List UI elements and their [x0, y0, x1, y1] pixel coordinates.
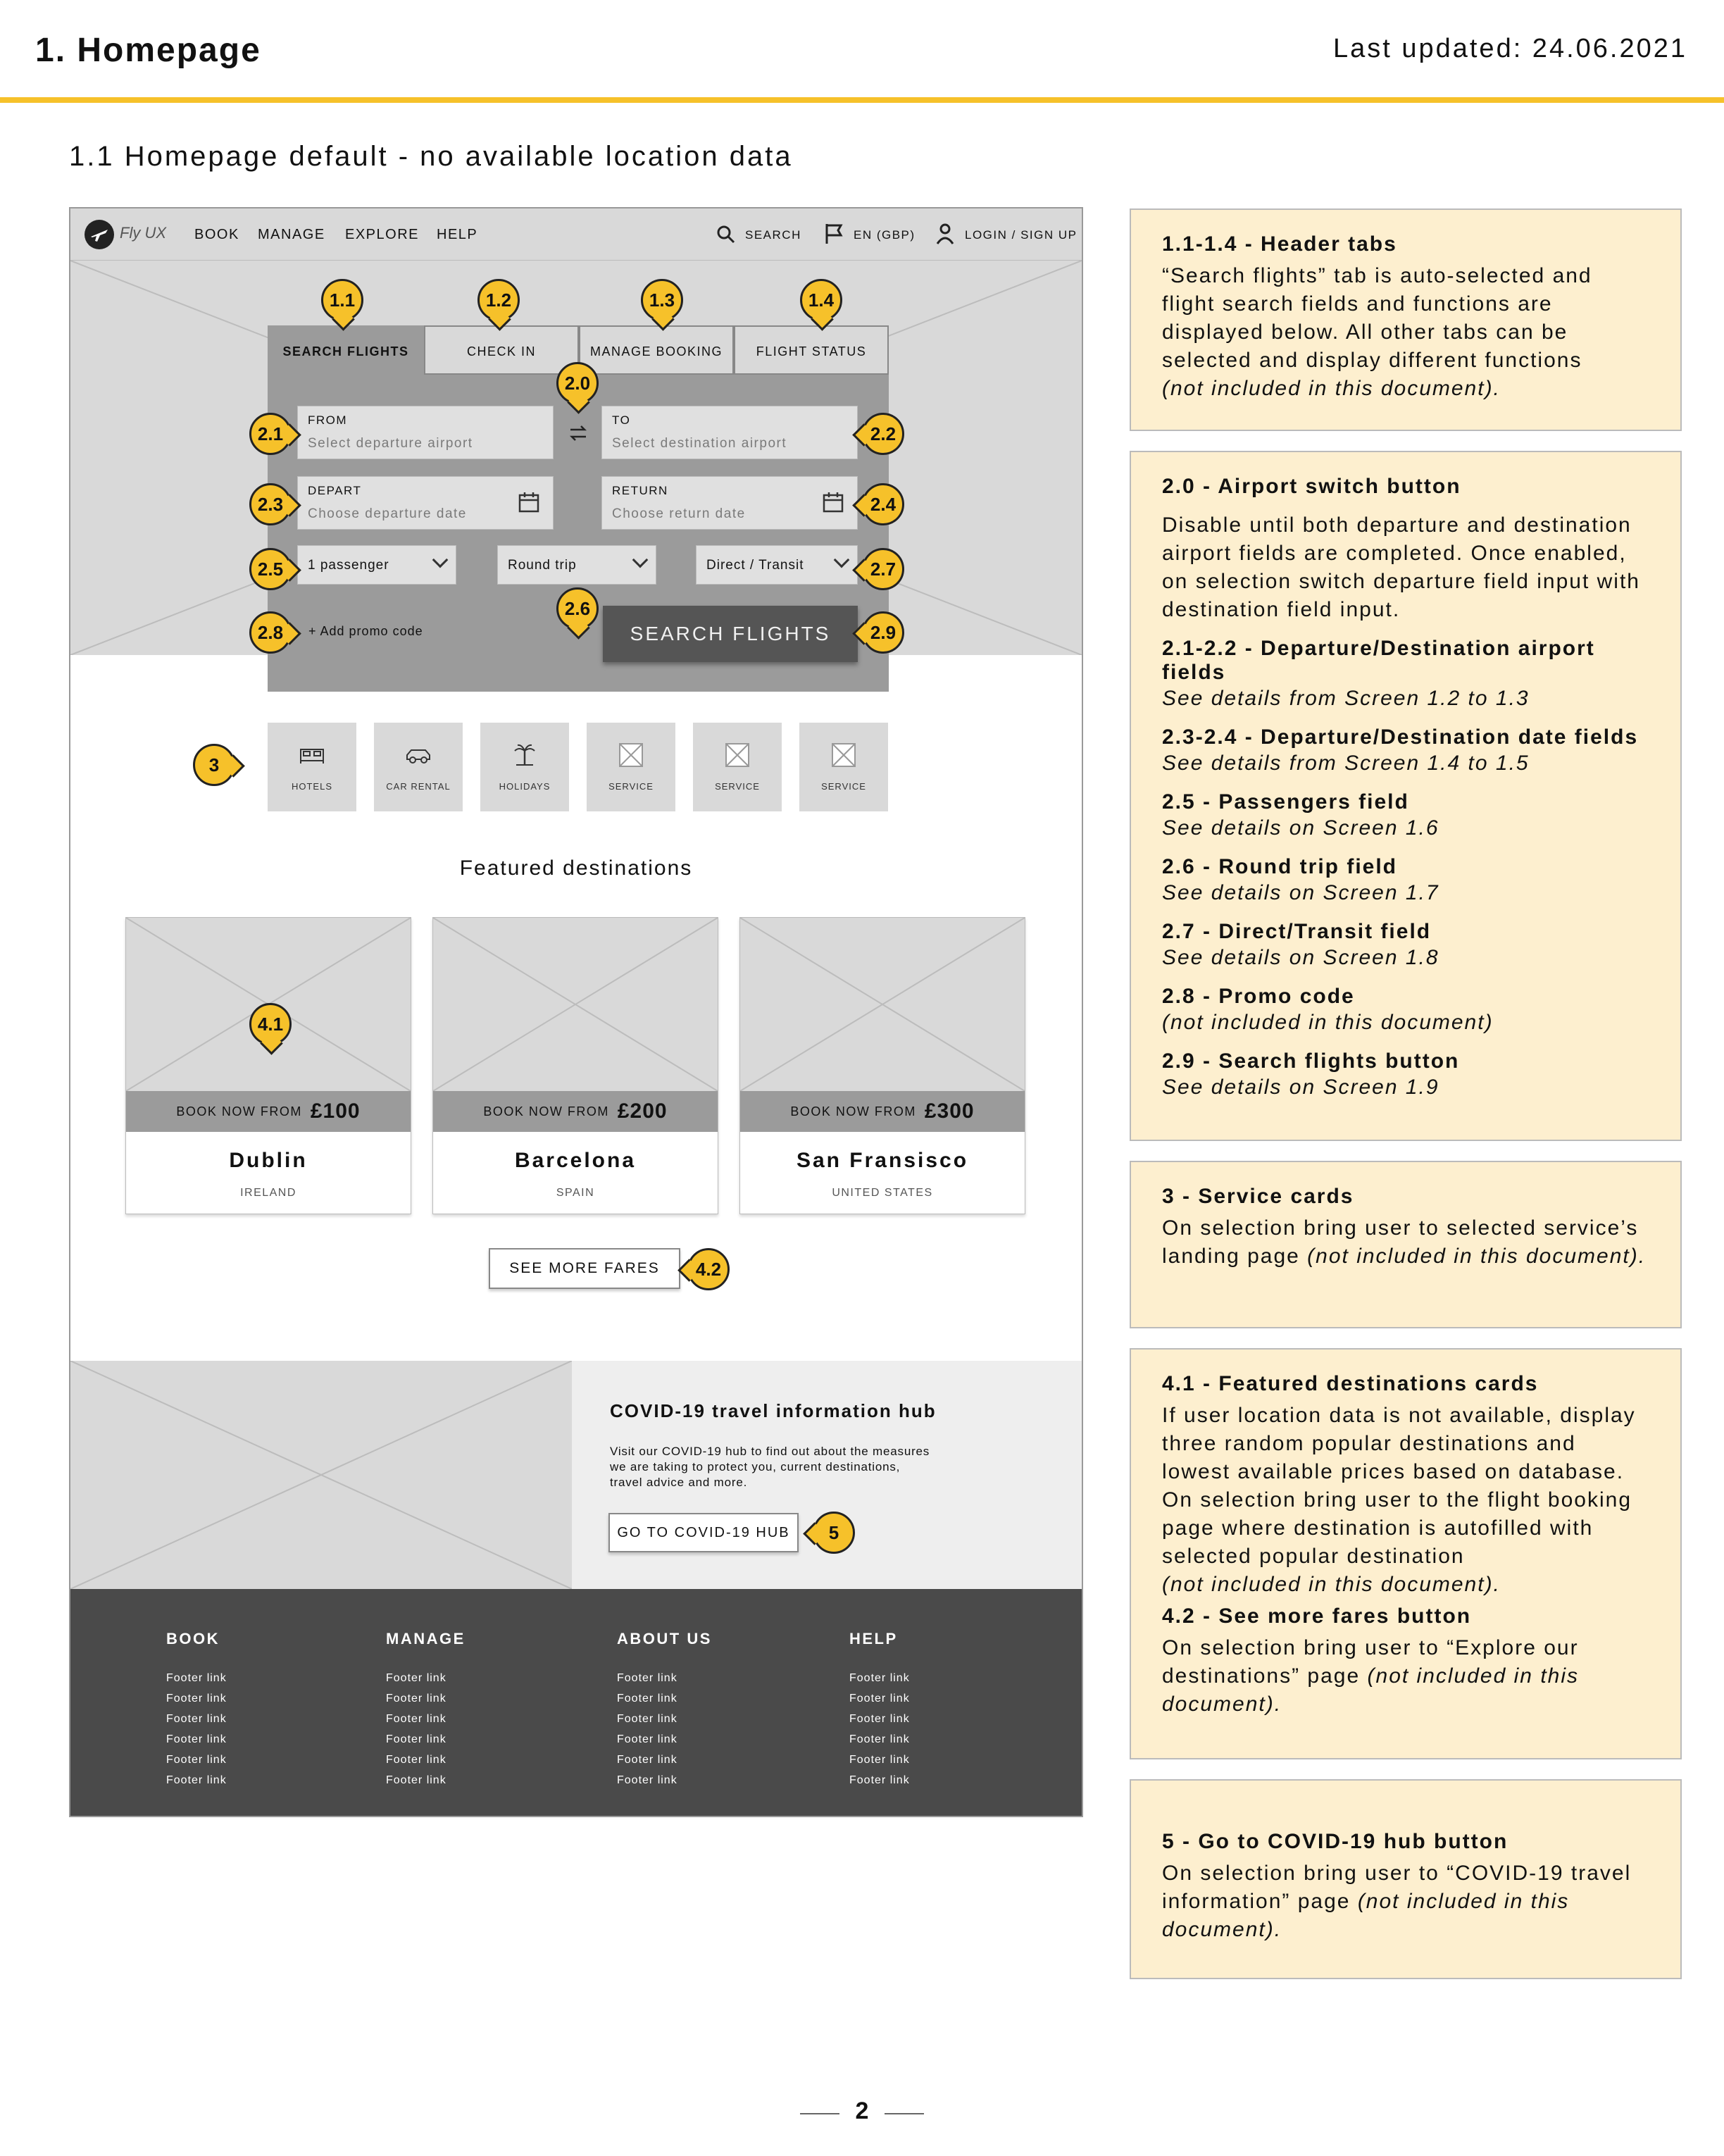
page-title: 1. Homepage — [35, 32, 261, 69]
price: £300 — [924, 1099, 975, 1123]
destination-image — [433, 918, 718, 1091]
note-body: “Search flights” tab is auto-selected and flight search fields and functions are displayed below. All other tabs can be selected and display different functions — [1162, 264, 1592, 372]
destination-card[interactable] — [432, 917, 718, 1214]
depart-label: DEPART — [308, 484, 362, 497]
service-label: SERVICE — [821, 781, 866, 792]
service-label: HOTELS — [291, 781, 332, 792]
nav-book[interactable]: BOOK — [194, 227, 239, 242]
logo-plane-icon[interactable] — [85, 220, 114, 249]
note-featured-destinations — [1130, 1348, 1682, 1759]
country: UNITED STATES — [832, 1187, 933, 1199]
promo-code-link[interactable]: + Add promo code — [308, 624, 423, 638]
service-card-hotels[interactable] — [268, 723, 356, 811]
footer-link[interactable]: Footer link — [166, 1672, 227, 1684]
note-item-title: 2.7 - Direct/Transit field — [1162, 920, 1432, 943]
marker-1-2: 1.2 — [477, 279, 520, 321]
footer-column-book — [166, 1630, 227, 1790]
footer-link[interactable]: Footer link — [386, 1713, 446, 1725]
covid-hub-button[interactable]: GO TO COVID-19 HUB — [608, 1513, 799, 1552]
note-covid-hub — [1130, 1779, 1682, 1979]
marker-1-4: 1.4 — [800, 279, 842, 321]
palm-tree-icon — [511, 741, 539, 769]
footer-link[interactable]: Footer link — [617, 1672, 677, 1684]
marker-2-6: 2.6 — [556, 587, 599, 630]
price: £100 — [310, 1099, 361, 1123]
marker-2-8: 2.8 — [249, 611, 292, 654]
note-remark: (not included in this document). — [1162, 1890, 1570, 1941]
note-title: 1.1-1.4 - Header tabs — [1162, 232, 1397, 256]
price-bar — [126, 1091, 411, 1132]
footer-link[interactable]: Footer link — [617, 1693, 677, 1705]
note-title: 2.0 - Airport switch button — [1162, 475, 1461, 498]
city: San Fransisco — [796, 1149, 969, 1172]
note-remark: (not included in this document). — [1162, 377, 1501, 400]
note-body-wrap — [1162, 1634, 1649, 1719]
swap-arrows-icon[interactable] — [566, 421, 590, 445]
footer-link[interactable]: Footer link — [849, 1754, 910, 1766]
note-body-wrap — [1162, 1214, 1649, 1271]
marker-2-3: 2.3 — [249, 483, 292, 525]
covid-title: COVID-19 travel information hub — [610, 1400, 937, 1421]
service-label: CAR RENTAL — [386, 781, 451, 792]
book-now-label: BOOK NOW FROM — [176, 1104, 302, 1118]
price-bar — [433, 1091, 718, 1132]
price: £200 — [617, 1099, 668, 1123]
search-icon[interactable] — [716, 224, 737, 245]
chevron-down-icon — [632, 552, 649, 568]
footer-link[interactable]: Footer link — [849, 1774, 910, 1786]
footer-link[interactable]: Footer link — [617, 1733, 677, 1745]
note-body: On selection bring user to “Explore our destinations” page — [1162, 1636, 1579, 1688]
user-icon[interactable] — [935, 223, 955, 245]
footer-link[interactable]: Footer link — [617, 1713, 677, 1725]
flag-icon[interactable] — [824, 223, 844, 245]
note-item-detail: See details from Screen 1.4 to 1.5 — [1162, 752, 1530, 775]
transit-value: Direct / Transit — [706, 558, 804, 573]
footer-link[interactable]: Footer link — [166, 1733, 227, 1745]
calendar-icon — [822, 491, 844, 513]
see-more-fares-button[interactable]: SEE MORE FARES — [489, 1248, 680, 1289]
passengers-select[interactable] — [297, 545, 456, 585]
wireframe-frame — [69, 207, 1083, 1817]
footer-column-about — [617, 1630, 712, 1790]
destination-card[interactable] — [739, 917, 1025, 1214]
image-placeholder-icon — [617, 741, 645, 769]
note-remark: (not included in this document). — [1307, 1245, 1647, 1268]
footer-link[interactable]: Footer link — [386, 1693, 446, 1705]
service-card[interactable] — [587, 723, 675, 811]
marker-2-1: 2.1 — [249, 413, 292, 455]
transit-select[interactable] — [696, 545, 858, 585]
nav-manage[interactable]: MANAGE — [258, 227, 325, 242]
marker-5: 5 — [813, 1512, 855, 1554]
note-item-title: 2.1-2.2 - Departure/Destination airport fields — [1162, 637, 1595, 684]
header-divider — [0, 97, 1724, 103]
footer-column-manage — [386, 1630, 466, 1790]
service-card[interactable] — [693, 723, 782, 811]
note-title: 4.1 - Featured destinations cards — [1162, 1372, 1539, 1395]
footer-link[interactable]: Footer link — [849, 1713, 910, 1725]
footer-link[interactable]: Footer link — [166, 1713, 227, 1725]
marker-1-3: 1.3 — [641, 279, 683, 321]
featured-title: Featured destinations — [459, 856, 693, 880]
marker-2-5: 2.5 — [249, 548, 292, 590]
marker-2-2: 2.2 — [862, 413, 904, 455]
country: SPAIN — [556, 1187, 595, 1199]
footer-link[interactable]: Footer link — [386, 1733, 446, 1745]
trip-type-value: Round trip — [508, 558, 577, 573]
destination-card[interactable] — [125, 917, 411, 1214]
last-updated: Last updated: 24.06.2021 — [1332, 34, 1687, 63]
chevron-down-icon — [432, 552, 449, 568]
footer — [70, 1589, 1082, 1817]
footer-link[interactable]: Footer link — [386, 1672, 446, 1684]
nav-language[interactable]: EN (GBP) — [854, 228, 916, 242]
page-number: 2 — [855, 2098, 869, 2124]
note-item-title: 2.9 - Search flights button — [1162, 1049, 1460, 1073]
to-placeholder: Select destination airport — [612, 436, 787, 451]
service-label: SERVICE — [608, 781, 654, 792]
nav-explore[interactable]: EXPLORE — [345, 227, 419, 242]
return-placeholder: Choose return date — [612, 506, 746, 521]
section-subtitle: 1.1 Homepage default - no available location data — [69, 141, 793, 172]
covid-description: Visit our COVID-19 hub to find out about the measures we are taking to protect you, current destinations, travel advice and more. — [610, 1445, 930, 1489]
top-nav — [70, 208, 1082, 261]
marker-2-7: 2.7 — [862, 548, 904, 590]
note-item-title: 2.5 - Passengers field — [1162, 790, 1409, 814]
logo-text[interactable]: Fly UX — [120, 224, 166, 242]
from-label: FROM — [308, 413, 348, 427]
price-bar — [740, 1091, 1025, 1132]
note-title: 3 - Service cards — [1162, 1185, 1354, 1208]
service-label: SERVICE — [715, 781, 760, 792]
note-remark: (not included in this document). — [1162, 1664, 1580, 1716]
note-item-detail: See details from Screen 1.2 to 1.3 — [1162, 687, 1530, 710]
page-number-rule — [885, 2113, 924, 2114]
footer-heading: ABOUT US — [617, 1630, 712, 1647]
footer-heading: BOOK — [166, 1630, 220, 1647]
note-item-detail: See details on Screen 1.7 — [1162, 881, 1439, 904]
return-label: RETURN — [612, 484, 668, 497]
nav-search[interactable]: SEARCH — [745, 228, 801, 242]
tab-manage-booking[interactable]: MANAGE BOOKING — [579, 325, 734, 375]
service-card-car-rental[interactable] — [374, 723, 463, 811]
book-now-label: BOOK NOW FROM — [790, 1104, 916, 1118]
marker-4-2: 4.2 — [687, 1248, 730, 1290]
footer-heading: MANAGE — [386, 1630, 466, 1647]
nav-login[interactable]: LOGIN / SIGN UP — [965, 228, 1078, 242]
covid-hub-section — [572, 1361, 1082, 1589]
footer-link[interactable]: Footer link — [386, 1774, 446, 1786]
footer-column-help — [849, 1630, 910, 1790]
marker-1-1: 1.1 — [321, 279, 363, 321]
chevron-down-icon — [834, 552, 850, 568]
service-label: HOLIDAYS — [499, 781, 551, 792]
from-placeholder: Select departure airport — [308, 436, 473, 451]
from-field[interactable] — [297, 406, 554, 459]
city: Dublin — [229, 1149, 308, 1172]
note-body: On selection bring user to “COVID-19 travel information” page — [1162, 1862, 1632, 1913]
tab-search-flights[interactable]: SEARCH FLIGHTS — [268, 325, 424, 375]
bed-icon — [298, 741, 326, 769]
covid-image-placeholder — [70, 1361, 572, 1589]
marker-3: 3 — [193, 744, 235, 786]
note-remark: (not included in this document). — [1162, 1573, 1501, 1596]
depart-placeholder: Choose departure date — [308, 506, 467, 521]
destination-image — [740, 918, 1025, 1091]
image-placeholder-icon — [723, 741, 751, 769]
city: Barcelona — [514, 1149, 637, 1172]
note-title: 4.2 - See more fares button — [1162, 1604, 1472, 1628]
service-card[interactable] — [799, 723, 888, 811]
marker-2-4: 2.4 — [862, 483, 904, 525]
note-service-cards — [1130, 1161, 1682, 1328]
service-card-holidays[interactable] — [480, 723, 569, 811]
footer-link[interactable]: Footer link — [386, 1754, 446, 1766]
footer-link[interactable]: Footer link — [166, 1754, 227, 1766]
marker-2-9: 2.9 — [862, 611, 904, 654]
note-item-detail: See details on Screen 1.6 — [1162, 816, 1439, 840]
footer-link[interactable]: Footer link — [849, 1693, 910, 1705]
marker-2-0: 2.0 — [556, 362, 599, 404]
footer-link[interactable]: Footer link — [617, 1754, 677, 1766]
car-icon — [404, 741, 432, 769]
note-item-detail: See details on Screen 1.8 — [1162, 946, 1439, 969]
note-body: Disable until both departure and destination airport fields are completed. Once enabled, on selection switch departure field input with destination field input. — [1162, 513, 1640, 621]
note-item-detail: (not included in this document) — [1162, 1011, 1494, 1034]
image-placeholder-icon — [830, 741, 858, 769]
footer-heading: HELP — [849, 1630, 898, 1647]
note-item-detail: See details on Screen 1.9 — [1162, 1076, 1439, 1099]
tab-check-in[interactable]: CHECK IN — [424, 325, 579, 375]
search-flights-button[interactable]: SEARCH FLIGHTS — [603, 606, 858, 662]
note-airport-switch — [1130, 451, 1682, 1141]
marker-4-1: 4.1 — [249, 1003, 292, 1045]
note-item-title: 2.3-2.4 - Departure/Destination date fields — [1162, 725, 1639, 749]
return-field[interactable] — [601, 476, 858, 530]
note-body: If user location data is not available, display three random popular destinations and lowest available prices based on database. On selection bring user to the flight booking page where destination is autofilled with selected popular destination — [1162, 1404, 1636, 1568]
depart-field[interactable] — [297, 476, 554, 530]
footer-link[interactable]: Footer link — [166, 1774, 227, 1786]
trip-type-select[interactable] — [497, 545, 656, 585]
book-now-label: BOOK NOW FROM — [483, 1104, 609, 1118]
nav-help[interactable]: HELP — [437, 227, 478, 242]
note-header-tabs — [1130, 208, 1682, 431]
calendar-icon — [518, 491, 540, 513]
passengers-value: 1 passenger — [308, 558, 389, 573]
note-item-title: 2.6 - Round trip field — [1162, 855, 1397, 878]
to-field[interactable] — [601, 406, 858, 459]
note-body: On selection bring user to selected service’s landing page — [1162, 1216, 1639, 1268]
to-label: TO — [612, 413, 631, 427]
footer-link[interactable]: Footer link — [849, 1733, 910, 1745]
note-item-title: 2.8 - Promo code — [1162, 985, 1355, 1008]
country: IRELAND — [240, 1187, 296, 1199]
tab-flight-status[interactable]: FLIGHT STATUS — [734, 325, 889, 375]
note-body-wrap — [1162, 1859, 1649, 1944]
footer-link[interactable]: Footer link — [166, 1693, 227, 1705]
footer-link[interactable]: Footer link — [849, 1672, 910, 1684]
footer-link[interactable]: Footer link — [617, 1774, 677, 1786]
note-title: 5 - Go to COVID-19 hub button — [1162, 1830, 1508, 1853]
